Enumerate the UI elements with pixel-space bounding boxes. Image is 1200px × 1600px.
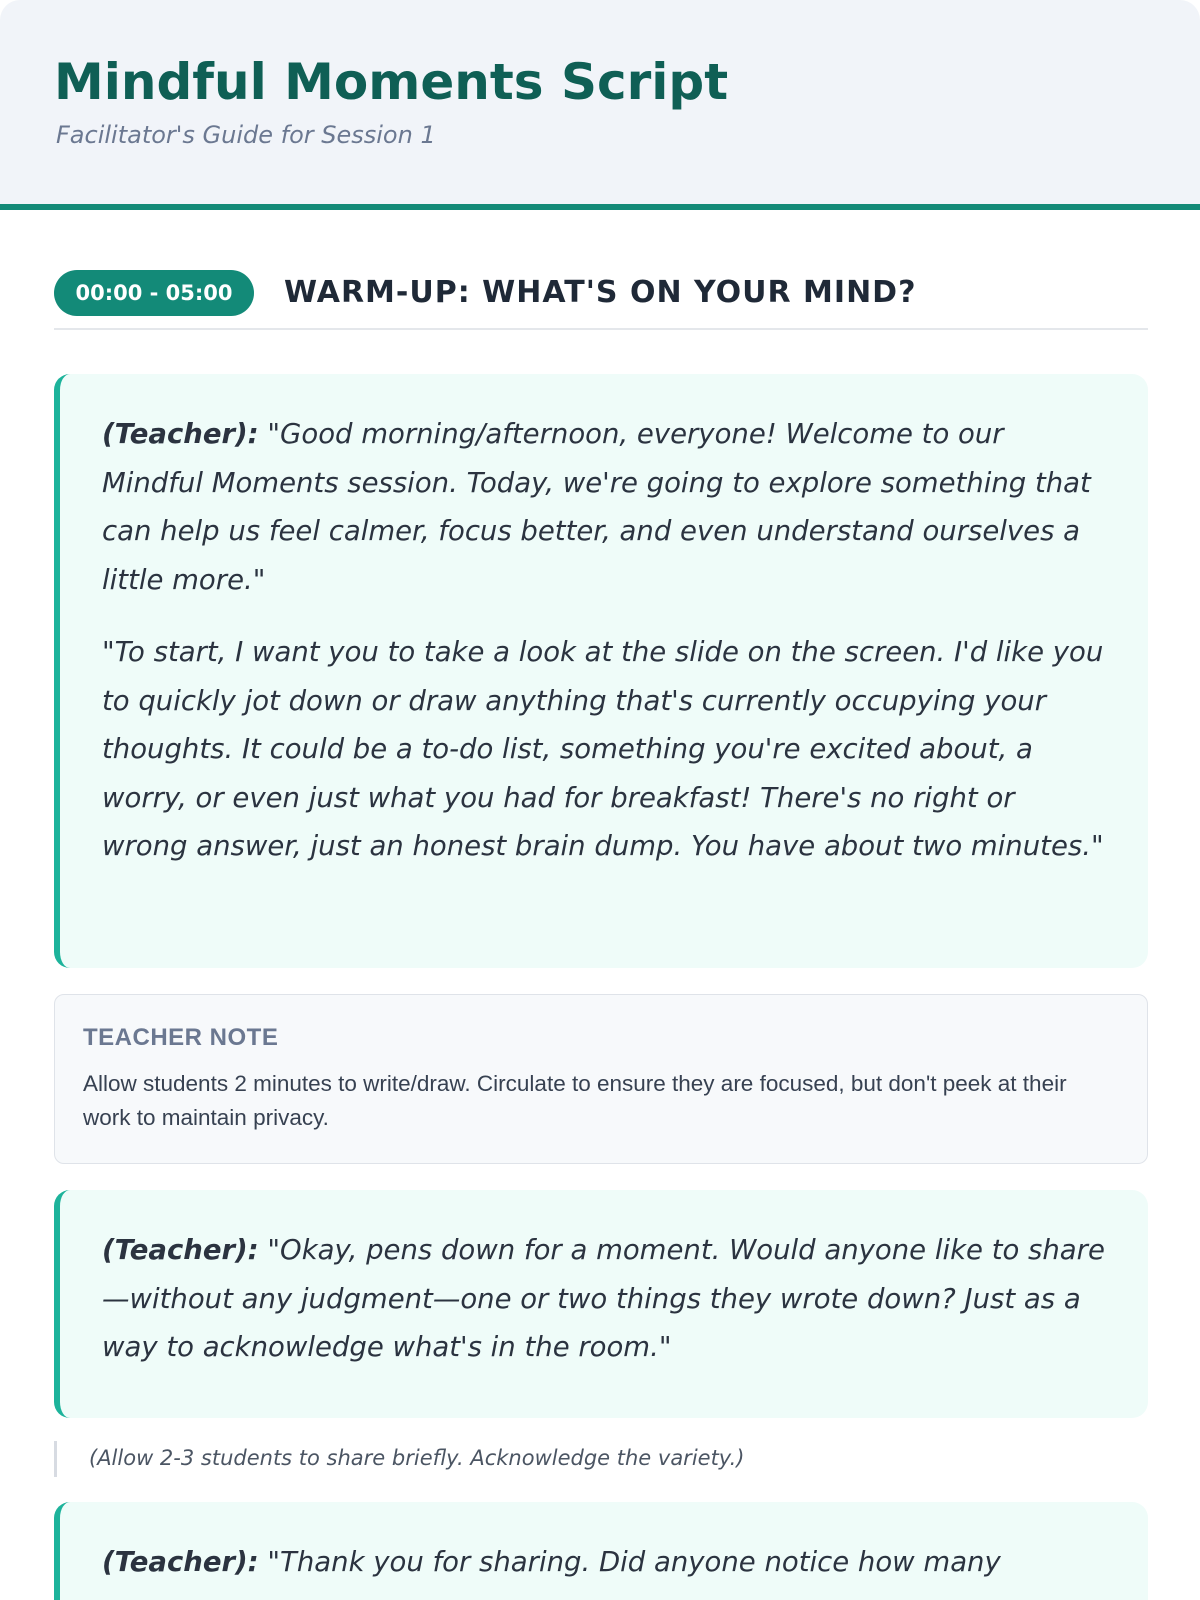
teacher-script-block <box>54 1502 1148 1600</box>
script-paragraph <box>102 410 1108 604</box>
speech-text: "Thank you for sharing. Did anyone notice how many <box>267 1546 1001 1578</box>
script-paragraph <box>102 628 1108 871</box>
speaker-label: (Teacher): <box>102 418 259 450</box>
page-title: Mindful Moments Script <box>54 53 729 111</box>
section-title: WARM-UP: WHAT'S ON YOUR MIND? <box>284 275 917 310</box>
teacher-script-block <box>54 1190 1148 1418</box>
teacher-note-label: TEACHER NOTE <box>83 1024 279 1051</box>
teacher-note <box>54 994 1148 1164</box>
section-header <box>54 268 1148 330</box>
speech-text: "Good morning/afternoon, everyone! Welcome to our Mindful Moments session. Today, we're going to explore something that can help us feel calmer, focus better, and even understand ourselves a little more." <box>102 418 1091 596</box>
speech-text: "Okay, pens down for a moment. Would anyone like to share—without any judgment—one or two things they wrote down? Just as a way to acknowledge what's in the room." <box>102 1234 1105 1363</box>
speaker-label: (Teacher): <box>102 1546 259 1578</box>
time-badge: 00:00 - 05:00 <box>54 270 254 316</box>
teacher-note-text: Allow students 2 minutes to write/draw. Circulate to ensure they are focused, but don't peek at their work to maintain privacy. <box>83 1071 1067 1130</box>
stage-direction: (Allow 2-3 students to share briefly. Acknowledge the variety.) <box>54 1441 1148 1477</box>
script-paragraph <box>102 1538 1108 1587</box>
teacher-script-block <box>54 374 1148 968</box>
speech-text: "To start, I want you to take a look at the slide on the screen. I'd like you to quickly jot down or draw anything that's currently occupying your thoughts. It could be a to-do list, something you're excited about, a worry, or even just what you had for breakfast! There's no right or wrong answer, just an honest brain dump. You have about two minutes." <box>102 636 1104 862</box>
page-subtitle: Facilitator's Guide for Session 1 <box>56 121 436 149</box>
script-paragraph <box>102 1226 1108 1372</box>
document-header <box>0 0 1200 210</box>
speaker-label: (Teacher): <box>102 1234 259 1266</box>
